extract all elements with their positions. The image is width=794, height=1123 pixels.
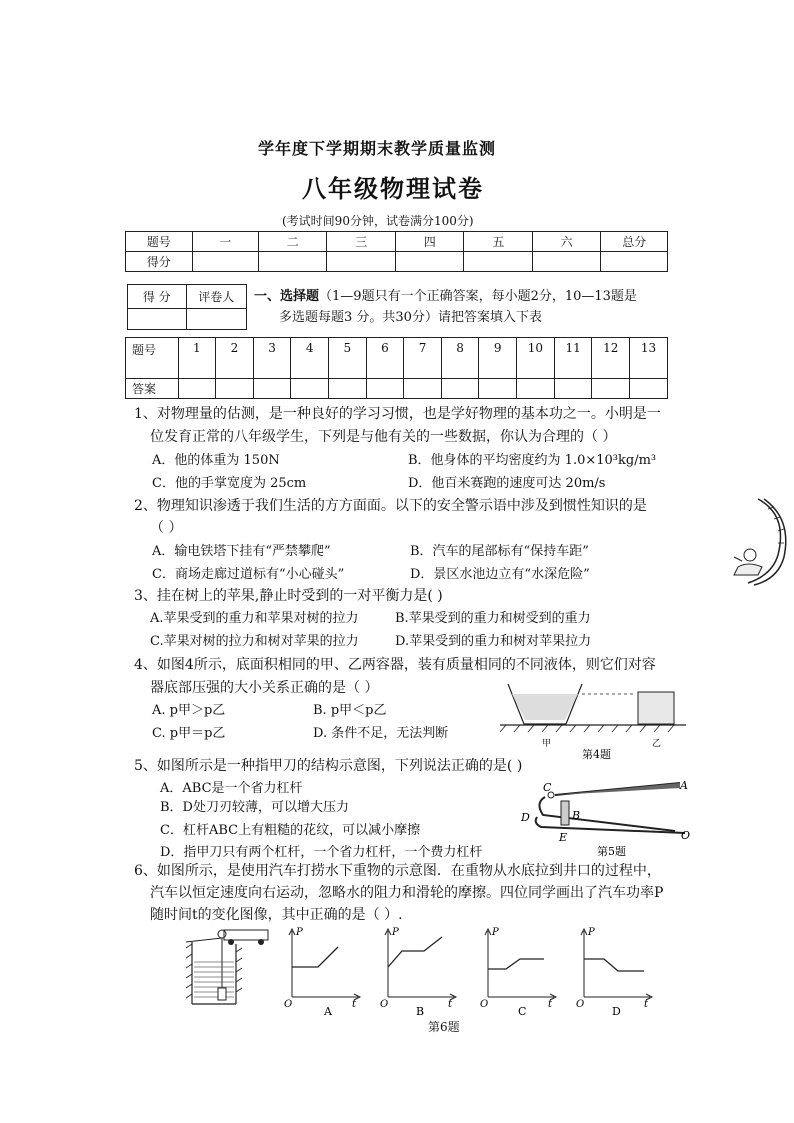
answer-cell[interactable]	[366, 379, 404, 399]
q4-option-b[interactable]: B. p甲＜p乙	[313, 703, 387, 718]
answer-cell[interactable]	[554, 379, 592, 399]
answer-cell[interactable]	[404, 379, 442, 399]
answer-cell[interactable]	[216, 379, 254, 399]
answer-table-header: 12	[592, 338, 630, 379]
q2-stem: （ ）	[150, 520, 183, 536]
answer-table-header: 5	[328, 338, 366, 379]
q6-origin: O	[480, 999, 489, 1010]
score-cell[interactable]	[601, 252, 668, 272]
q1-option-c[interactable]: C．他的手掌宽度为 25cm	[152, 476, 307, 491]
answer-cell[interactable]	[592, 379, 630, 399]
q6-axis-t: t	[352, 999, 357, 1010]
slide-illustration	[728, 495, 792, 587]
score-table-header: 一	[192, 232, 259, 252]
q4-option-c[interactable]: C. p甲＝p乙	[152, 726, 226, 741]
answer-table-header: 13	[630, 338, 668, 379]
q5-point-d: D	[521, 811, 530, 824]
grader-score-label: 得 分	[128, 285, 187, 309]
q1-option-d[interactable]: D．他百米赛跑的速度可达 20m/s	[408, 476, 606, 491]
answer-table-header-label: 题号	[126, 338, 179, 379]
score-cell[interactable]	[464, 252, 532, 272]
q2-option-d[interactable]: D．景区水池边立有“水深危险”	[410, 567, 590, 582]
grader-name-cell[interactable]	[186, 309, 247, 330]
q4-label-yi: 乙	[652, 739, 662, 749]
q5-point-c: C	[543, 781, 552, 794]
grader-box	[127, 284, 247, 330]
q5-option-b[interactable]: B．D处刀刃较薄，可以增大压力	[160, 800, 349, 815]
section1-line1: （1—9题只有一个正确答案，每小题2分，10—13题是	[319, 289, 637, 304]
q3-option-a[interactable]: A.苹果受到的重力和苹果对树的拉力	[150, 611, 359, 626]
q4-option-a[interactable]: A. p甲＞p乙	[152, 703, 226, 718]
answer-table-header: 4	[291, 338, 329, 379]
q6-fig-caption: 第6题	[428, 1020, 460, 1034]
q2-option-a[interactable]: A．输电铁塔下挂有“严禁攀爬”	[152, 544, 331, 559]
answer-cell[interactable]	[253, 379, 291, 399]
grader-label: 评卷人	[186, 285, 247, 309]
answer-cell[interactable]	[178, 379, 216, 399]
q5-figure	[515, 775, 695, 860]
q5-fig-caption: 第5题	[597, 845, 626, 858]
exam-info: (考试时间90分钟，试卷满分100分)	[282, 214, 474, 228]
q6-axis-t: t	[644, 999, 649, 1010]
q3-option-b[interactable]: B.苹果受到的重力和树受到的重力	[395, 611, 591, 626]
score-cell[interactable]	[532, 252, 600, 272]
section1-title: 选择题	[280, 289, 320, 304]
q6-graph-label-b: B	[416, 1005, 425, 1017]
q3-stem: 3、挂在树上的苹果,静止时受到的一对平衡力是( )	[134, 588, 443, 604]
q6-axis-p: P	[296, 927, 303, 938]
q6-axis-p: P	[392, 927, 399, 938]
grader-score-cell[interactable]	[128, 309, 187, 330]
answer-table-header: 8	[441, 338, 479, 379]
section1-heading	[254, 289, 637, 305]
q5-option-c[interactable]: C．杠杆ABC上有粗糙的花纹，可以减小摩擦	[160, 823, 421, 838]
q6-stem: 随时间t的变化图像，其中正确的是（ ）.	[150, 907, 403, 923]
q1-option-b[interactable]: B．他身体的平均密度约为 1.0×10³kg/m³	[408, 453, 657, 468]
q3-option-d[interactable]: D.苹果受到的重力和树对苹果拉力	[395, 634, 592, 649]
exam-title: 八年级物理试卷	[302, 174, 484, 203]
score-cell[interactable]	[395, 252, 463, 272]
score-row-label: 得分	[126, 252, 193, 272]
q4-fig-caption: 第4题	[582, 748, 611, 761]
q6-well-diagram	[186, 922, 276, 1008]
q6-origin: O	[284, 999, 293, 1010]
score-table-header: 题号	[126, 232, 193, 252]
score-table-header: 五	[464, 232, 532, 252]
q6-axis-p: P	[492, 927, 499, 938]
q5-point-o: O	[681, 829, 691, 842]
score-cell[interactable]	[259, 252, 327, 272]
q6-graph-a	[282, 925, 362, 1017]
q1-stem: 1、对物理量的估测，是一种良好的学习习惯，也是学好物理的基本功之一。小明是一	[134, 406, 661, 422]
score-table-header: 三	[327, 232, 395, 252]
answer-table	[125, 337, 668, 399]
answer-table-header: 3	[253, 338, 291, 379]
q4-stem: 器底部压强的大小关系正确的是（ ）	[150, 680, 379, 696]
answer-cell[interactable]	[328, 379, 366, 399]
answer-cell[interactable]	[630, 379, 668, 399]
q2-stem: 2、物理知识渗透于我们生活的方方面面。以下的安全警示语中涉及到惯性知识的是	[134, 498, 647, 514]
section1-line2: 多选题每题3 分。共30分）请把答案填入下表	[279, 310, 542, 325]
score-cell[interactable]	[192, 252, 259, 272]
answer-table-header: 2	[216, 338, 254, 379]
score-cell[interactable]	[327, 252, 395, 272]
answer-table-header: 7	[404, 338, 442, 379]
score-table-header: 四	[395, 232, 463, 252]
q4-figure	[500, 678, 690, 768]
q4-stem: 4、如图4所示，底面积相同的甲、乙两容器，装有质量相同的不同液体，则它们对容	[134, 657, 656, 673]
section1-prefix: 一、	[254, 289, 281, 304]
answer-table-header: 1	[178, 338, 216, 379]
q6-origin: O	[576, 999, 585, 1010]
q4-label-jia: 甲	[542, 739, 552, 749]
answer-table-header: 11	[554, 338, 592, 379]
score-table-header: 六	[532, 232, 600, 252]
q6-graph-label-d: D	[612, 1005, 621, 1017]
q1-stem: 位发育正常的八年级学生，下列是与他有关的一些数据，你认为合理的（ ）	[150, 429, 617, 445]
q2-option-b[interactable]: B．汽车的尾部标有“保持车距”	[410, 544, 589, 559]
exam-subtitle: 学年度下学期期末教学质量监测	[258, 139, 497, 158]
q6-stem: 汽车以恒定速度向右运动，忽略水的阻力和滑轮的摩擦。四位同学画出了汽车功率P	[150, 885, 664, 901]
q6-axis-p: P	[588, 927, 595, 938]
answer-cell[interactable]	[479, 379, 517, 399]
q4-option-d[interactable]: D. 条件不足，无法判断	[313, 726, 449, 741]
q5-option-d[interactable]: D．指甲刀只有两个杠杆，一个省力杠杆，一个费力杠杆	[160, 845, 483, 860]
q6-origin: O	[380, 999, 389, 1010]
score-table	[125, 231, 668, 272]
q5-stem: 5、如图所示是一种指甲刀的结构示意图，下列说法正确的是( )	[134, 758, 523, 774]
q5-option-a[interactable]: A．ABC是一个省力杠杆	[160, 781, 303, 796]
q2-option-c[interactable]: C．商场走廊过道标有“小心碰头”	[152, 567, 345, 582]
answer-table-header: 10	[517, 338, 555, 379]
q6-stem: 6、如图所示，是使用汽车打捞水下重物的示意图．在重物从水底拉到井口的过程中，	[134, 863, 661, 879]
q5-point-e: E	[559, 831, 568, 844]
answer-cell[interactable]	[291, 379, 329, 399]
q6-graph-b	[378, 925, 458, 1017]
q6-axis-t: t	[448, 999, 453, 1010]
q6-graph-label-a: A	[324, 1005, 332, 1017]
q6-graph-d	[574, 925, 654, 1017]
q6-graph-c	[478, 925, 558, 1017]
q6-axis-t: t	[548, 999, 553, 1010]
q5-point-b: B	[572, 809, 581, 822]
answer-cell[interactable]	[441, 379, 479, 399]
answer-row-label: 答案	[126, 379, 179, 399]
score-table-header: 二	[259, 232, 327, 252]
q1-option-a[interactable]: A．他的体重为 150N	[152, 453, 280, 468]
q3-option-c[interactable]: C.苹果对树的拉力和树对苹果的拉力	[150, 634, 359, 649]
answer-cell[interactable]	[517, 379, 555, 399]
answer-table-header: 6	[366, 338, 404, 379]
q6-graph-label-c: C	[518, 1005, 527, 1017]
score-table-header: 总分	[601, 232, 668, 252]
answer-table-header: 9	[479, 338, 517, 379]
q5-point-a: A	[680, 779, 688, 792]
